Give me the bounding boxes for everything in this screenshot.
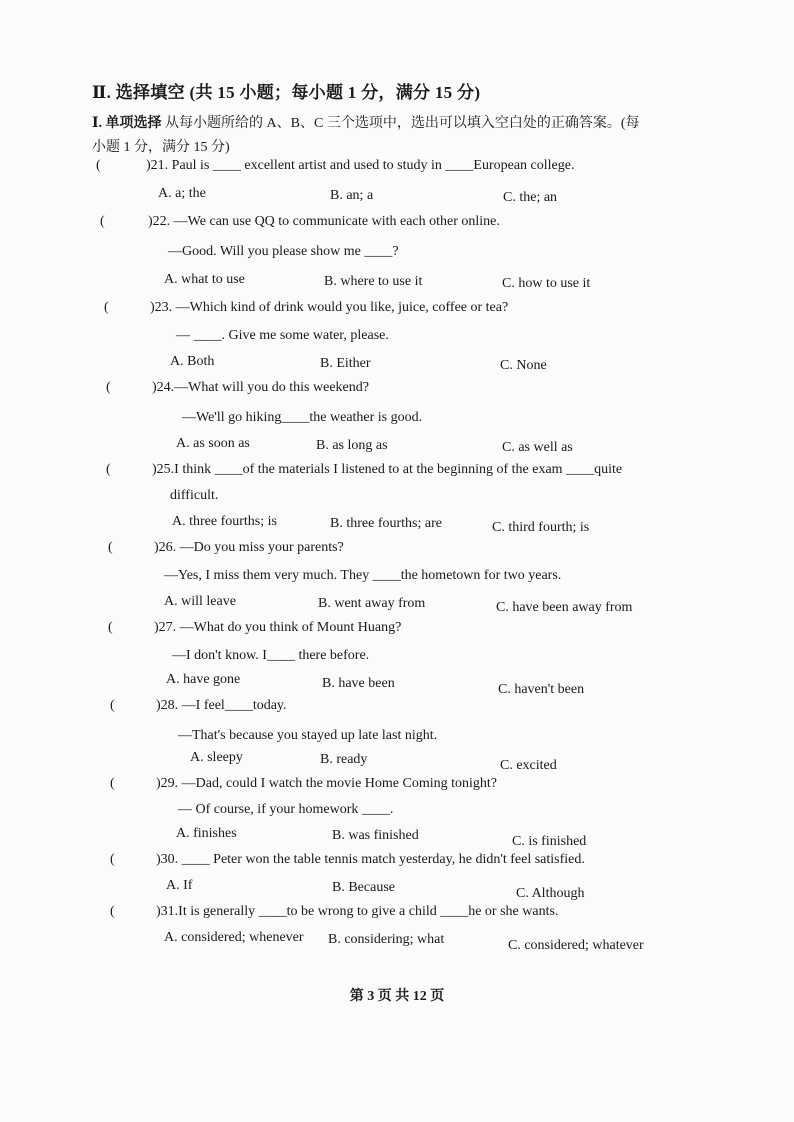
instruction-line2: 小题 1 分，满分 15 分) (92, 140, 230, 155)
option-c: C. have been away from (496, 600, 633, 615)
option-c: C. considered; whatever (508, 938, 644, 953)
answer-paren[interactable]: ( (100, 214, 105, 229)
option-b: B. have been (322, 676, 395, 691)
option-c: C. third fourth; is (492, 520, 590, 535)
option-a: A. three fourths; is (172, 514, 277, 529)
question-text-2: —That's because you stayed up late last night. (178, 728, 438, 743)
option-a: A. a; the (158, 186, 206, 201)
answer-paren[interactable]: ( (110, 698, 115, 713)
option-c: C. the; an (503, 190, 558, 205)
option-a: A. as soon as (176, 436, 250, 451)
question-text-2: —Yes, I miss them very much. They ____the hometown for two years. (164, 568, 562, 583)
option-b: B. an; a (330, 188, 374, 203)
answer-paren[interactable]: ( (108, 620, 113, 635)
answer-paren[interactable]: ( (110, 852, 115, 867)
instructions (92, 112, 702, 160)
option-a: A. what to use (164, 272, 245, 287)
answer-paren[interactable]: ( (104, 300, 109, 315)
question-text-2: — Of course, if your homework ____. (178, 802, 394, 817)
option-b: B. considering; what (328, 932, 445, 947)
part-label: Ⅰ. 单项选择 (92, 116, 162, 131)
question-text: 25.I think ____of the materials I listened to at the beginning of the exam ____quite (156, 462, 623, 477)
question-text: 28. —I feel____today. (160, 698, 287, 713)
option-b: B. ready (320, 752, 368, 767)
question-text: 21. Paul is ____ excellent artist and used to study in ____European college. (150, 158, 575, 173)
answer-paren[interactable]: ( (110, 776, 115, 791)
question-text: 23. —Which kind of drink would you like, juice, coffee or tea? (154, 300, 509, 315)
option-a: A. will leave (164, 594, 236, 609)
question-text-2: —Good. Will you please show me ____? (168, 244, 399, 259)
option-c: C. is finished (512, 834, 587, 849)
question-text: 31.It is generally ____to be wrong to give a child ____he or she wants. (160, 904, 559, 919)
section-title: Ⅱ. 选择填空 (共 15 小题；每小题 1 分，满分 15 分) (92, 83, 481, 102)
option-a: A. sleepy (190, 750, 243, 765)
question-text: 27. —What do you think of Mount Huang? (158, 620, 402, 635)
option-a: A. If (166, 878, 193, 893)
exam-page: Ⅱ. 选择填空 (共 15 小题；每小题 1 分，满分 15 分) Ⅰ. 单项选择 从每小题所给的 A、B、C 三个选项中，选出可以填入空白处的正确答案。(每 小题 1 分，满分 15 分) ( )21. Paul is ____ excellent artist and used to study in ____European college. A. a; the B. an; a C. the; an ( )22. —We can use QQ to communicate with each other online. —Good. Will you please show me ____? A. what to use B. where to use it C. how to use it ( )23. —Which kind of drink would you like, juice, coffee or tea? — ____. Give me some water, please. A. Both B. Either C. None ( )24.—What will you do this weekend? —We'll go hiking____the weather is good. A. as soon as B. as long as C. as well as ( )25.I think ____of the materials I listened to at the beginning of the exam ____quite difficult. A. three fourths; is B. three fourths; are C. third fourth; is ( )26. —Do you miss your parents? —Yes, I miss them very much. They ____the hometown for two years. A. will leave B. went away from C. have been away from ( )27. —What do you think of Mount Huang? —I don't know. I____ there before. A. have gone B. have been C. haven't been ( )28. —I feel____today. —That's because you stayed up late last night. A. sleepy B. ready C. excited ( )29. —Dad, could I watch the movie Home Coming tonight? — Of course, if your homework ____. A. finishes B. was finished C. is finished ( )30. ____ Peter won the table tennis match yesterday, he didn't feel satisfied. A. If B. Because C. Although ( )31.It is generally ____to be wrong to give a child ____he or she wants. A. considered; whenever B. considering; what C. considered; whatever 第 3 页 共 12 页 (0, 0, 794, 1122)
option-b: B. went away from (318, 596, 426, 611)
instruction-line1: 从每小题所给的 A、B、C 三个选项中，选出可以填入空白处的正确答案。(每 (165, 116, 640, 131)
answer-paren[interactable]: ( (108, 540, 113, 555)
option-b: B. three fourths; are (330, 516, 442, 531)
answer-paren[interactable]: ( (106, 380, 111, 395)
option-a: A. Both (170, 354, 215, 369)
option-c: C. excited (500, 758, 557, 773)
option-b: B. where to use it (324, 274, 423, 289)
option-b: B. was finished (332, 828, 419, 843)
option-b: B. Because (332, 880, 395, 895)
option-b: B. as long as (316, 438, 388, 453)
question-text: 26. —Do you miss your parents? (158, 540, 344, 555)
answer-paren[interactable]: ( (106, 462, 111, 477)
option-a: A. considered; whenever (164, 930, 304, 945)
page-number: 第 3 页 共 12 页 (349, 989, 445, 1004)
question-text-2: difficult. (170, 488, 219, 503)
option-a: A. have gone (166, 672, 241, 687)
option-c: C. Although (516, 886, 585, 901)
question-text-2: —We'll go hiking____the weather is good. (182, 410, 423, 425)
question-text: 22. —We can use QQ to communicate with each other online. (152, 214, 500, 229)
question-text: 30. ____ Peter won the table tennis match yesterday, he didn't feel satisfied. (160, 852, 585, 867)
question-text: 29. —Dad, could I watch the movie Home Coming tonight? (160, 776, 497, 791)
answer-paren[interactable]: ( (110, 904, 115, 919)
question-text-2: — ____. Give me some water, please. (176, 328, 389, 343)
option-b: B. Either (320, 356, 371, 371)
option-c: C. haven't been (498, 682, 585, 697)
question-text-2: —I don't know. I____ there before. (172, 648, 370, 663)
option-c: C. None (500, 358, 547, 373)
option-c: C. how to use it (502, 276, 591, 291)
option-c: C. as well as (502, 440, 573, 455)
answer-paren[interactable]: ( (96, 158, 101, 173)
question-text: 24.—What will you do this weekend? (156, 380, 369, 395)
option-a: A. finishes (176, 826, 237, 841)
